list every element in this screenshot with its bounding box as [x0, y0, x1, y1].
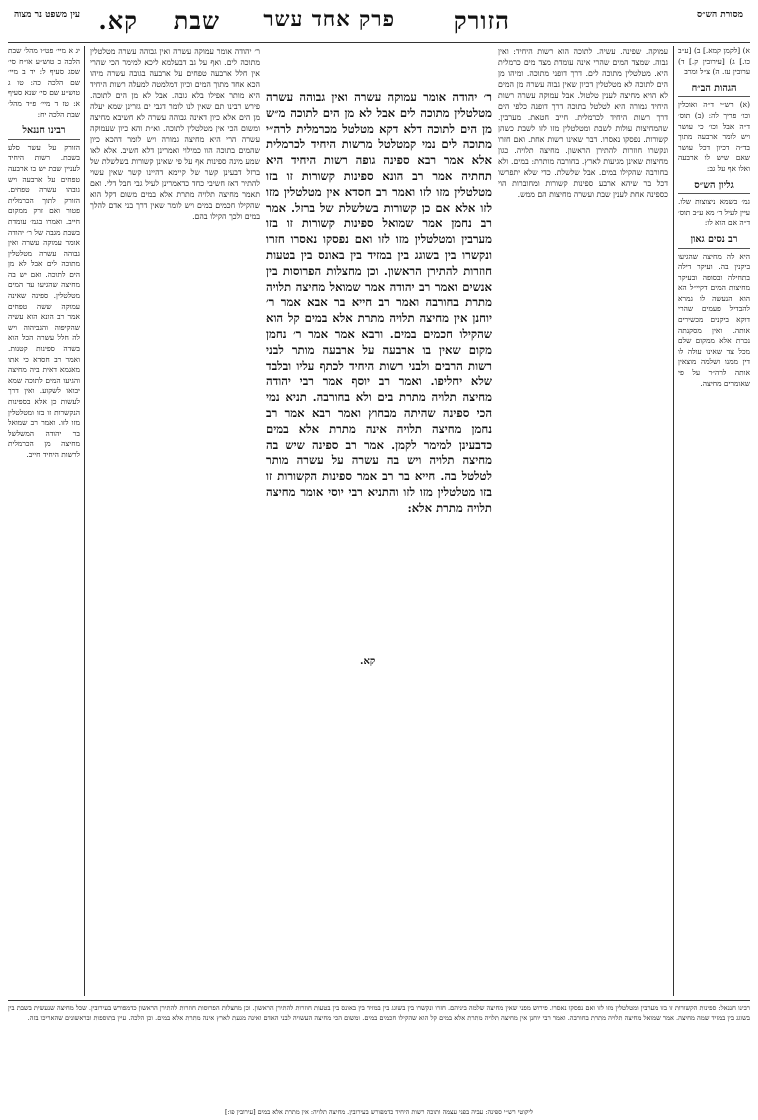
hagahot-text: (א) רש״י ד״ה ואוכלין וכו׳ פריך לה: (ב) תוס׳ ד״ה אבל וכו׳ כי עושר ויש לומר ארבעה מתוך בד״ה דכיון דכל עושר שאם שיש לו ארבעה ואלו אף על גב:: [678, 100, 750, 173]
tractate-name: שבת: [173, 6, 220, 35]
header-rule: [8, 42, 750, 43]
left-margin: [8, 46, 80, 996]
hagahot-title: הגהות הב״ח: [678, 84, 750, 98]
tosafot-commentary: [90, 46, 260, 996]
daf-side-label: קא.: [360, 656, 376, 667]
bottom-notes: [8, 1004, 750, 1096]
tosafot-text: ר׳ יהודה אומר עמוקה עשרה ואין גבוהה עשרה מטלטלין מתוכה לים. ואף על גב דבעלמא ליכא למימר הכי שהרי אין חלל ארבעה טפחים על ארבעה בגובה עשרה מיהו הכא אחד מתוך המים וכיון דמלמטה למעלה רשות היחיד היא מותר אפילו בלא גובה. אבל לא מן הים לתוכה. פירש רבינו תם שאין לנו לומר דגבי ים גזרינן שמא יעלה מן הים אלא כיון דאינה גבוהה עשרה לא חשיבא מחיצה ומשום הכי אין מטלטלין לתוכה. וא״ת והא כיון שעמוקה עשרה הרי היא מחיצה גמורה ויש לומר דהכא כיון שהמים בתוכה הוו כמילוי ואמרינן דלא חשיב. אלא לאו שמע מינה ספינות אף על פי שאינן קשורות בשלשלת של ברזל דבעינן קשר של קיימא דהיינו קשר שאין עשוי להתיר דאז חשיבי כחד כדאמרינן לעיל גבי חבל דלי. ואם תאמר מחיצה תלויה מתרת אלא במים משום דקל הוא שהקילו חכמים במים ויש לומר שאין דרך בני אדם להלך במים ולכך הקילו בהם.: [90, 47, 260, 221]
bottom-rule: [8, 1000, 750, 1001]
chananel-title: רבינו חננאל: [8, 126, 80, 140]
gemara-text-block: [266, 90, 492, 650]
chapter-name: הזורק: [453, 6, 510, 35]
masoret-text: א) [לקמן קמא.] ב) [ע״ב כו.] ג) [עירובין ק.] ד) ערובין עז. ה) צ״ל ומרב: [678, 46, 750, 77]
rabbenu-nissim-title: רב נסים גאון: [678, 235, 750, 249]
page-header: [8, 6, 750, 40]
right-margin: [678, 46, 750, 786]
gilyon-text: גמ׳ בשמא ניצוצות שלו. עיין לעיל ד׳ מא ע״ב תוס׳ ד״ה אם הוא לו:: [678, 197, 750, 228]
bottom-notes-text: רבינו חננאל: ספינות הקשורות זו בזו מערבין ומטלטלין מזו לזו ואם נפסקו נאסרו. פירוש מפני שאין מחיצה שלמה ביניהם. חזרו ונקשרו בין בשוגג בין במזיד בין באונס בין בטעות חוזרות להתירן הראשון. וכן מחצלות הפרוסות חוזרות להתירן הראשון כדמפורש בעירובין. שכל מחיצה שנעשית בשבת בין בשוגג בין במזיד שמה מחיצה. אמר שמואל מחיצה תלויה מתרת בחורבה. ואמר רבי יוחנן אין מחיצה תלויה מתרת אלא במים קל הוא שהקילו חכמים במים. ומשום הכי מחיצה העשויה לבני האדם ואינה מגעת לארץ אינה מתרת אלא במים. וכן הלכה. עיין בתוספות ובראשונים שהאריכו בזה.: [8, 1004, 750, 1022]
daf-number: קא.: [98, 6, 138, 35]
gilyon-title: גליון הש״ס: [678, 181, 750, 195]
left-margin-rule: [84, 46, 85, 996]
rashi-commentary: [498, 46, 668, 996]
rashi-text: עמוקה. שפינה. עשיה. לתוכה הוא רשות היחיד: ואין גבוה. שמצד המים שהרי אינה עומדת מצד מים כרמלית היא. מטלטלין מתוכה לים. דרך דופני מתוכה. ומיהו מן הים לתוכה לא מטלטלין דכיון שאין גבוה עשרה מן המים לא הויא מחיצה לענין טלטול. אבל עמוקה עשרה רשות היחיד גמורה היא לטלטל בתוכה דרך דופנה כלפי הים דרך רשות היחיד לכרמלית. חייב חטאת. מערבין. שהמחיצות עולות לשבת ומטלטלין מזו לזו לשבת כשהן קשורות. נפסקו נאסרו. דבר שאינו רשות אחת. ואם חזרו ונקשרו חוזרות להתירן הראשון. מחיצה תלויה. כגון מחיצות שאינן מגיעות לארץ. בחורבה מותרת: במים. ולא בחורבה שהקילו במים. אבל שלשלת. כדי שלא יתפרשו דכל בר שיהא ארבע ספינות קשורות ומחוברות הוי כספינה אחת לענין שבת ועשרה מחיצות הם ממש.: [498, 47, 668, 199]
perek-title: פרק אחד עשר: [263, 6, 395, 31]
footer-line: ליקוטי רש״י ספינה: עביה בפני עצמה ותוכה רשות היחיד כדמפורש בעירובין. מחיצה תלויה: אין מתרת אלא במים [עירובין פו:]: [225, 1108, 533, 1116]
ein-mishpat-text: יג א מיי׳ פט״ו מהל׳ שבת הלכה כ טוש״ע או״ח סי׳ שסג סעיף ל: יד ב מיי׳ שם הלכה כה: טו ג טוש״ע שם סי׳ שנא סעיף א: טז ד מיי׳ פ״ד מהל׳ שבת הלכה יח:: [8, 46, 80, 119]
rabbenu-nissim-text: היא לה מחיצה שהגיעו ביקנין בה. ועיקר דילה בתחילה ובסופה ובעיקר מחיצות המים דקיי״ל הא הוא הנעשה לו גמרא להבדיל פעמים שהרי דוקא ביקנים מכשירים אותה. ואין מסקנתה נכרת אלא ממקום שלם מכל צד שאינו עולה לו דין ממנו ושלמה מוצאין אותה לרה״ר על פי שאומרים מחיצה.: [678, 251, 750, 388]
right-margin-rule: [673, 46, 674, 996]
masoret-header: מסורת הש״ס: [697, 10, 743, 20]
gemara-text: ר׳ יהודה אומר עמוקה עשרה ואין גבוהה עשרה מטלטלין מתוכה לים אבל לא מן הים לתוכה מ״ש מן הים לתוכה דלא דקא מטלטל מכרמלית לרה״י מתוכה לים נמי קמטלטל מרשות היחיד לכרמלית אלא אמר רבא ספינה גופה רשות היחיד היא תחתיה אמר רב הונא ספינות קשורות זו בזו מטלטלין מזו לזו ואמר רב חסדא אין מטלטלין מזו לזו אלא אם כן קשורות בשלשלת של ברזל. אמר רב נחמן אמר שמואל ספינות קשורות זו בזו מערבין ומטלטלין מזו לזו ואם נפסקו נאסרו חזרו ונקשרו בין בשוגג בין במזיד בין באונס בין בטעות חוזרות להתירן הראשון. וכן מחצלות הפרוסות בין אנשים ואמר רב יהודה אמר שמואל מחיצה תלויה מתרת בחורבה ואמר רב חייא בר אבא אמר ר׳ יוחנן אין מחיצה תלויה מתרת אלא במים קל הוא שהקילו חכמים במים. ורבא אמר אמר ר׳ נחמן מקום שאין בו ארבעה על ארבעה מותר לבני רשות הרבים ולבני רשות היחיד לכתף עליו ובלבד שלא יחליפו. ואמר רב יוסף אמר רבי יהודה מחיצה תלויה מתרת בים ולא בחורבה. תניא נמי הכי ספינה שהיתה מבחוץ ואמר רבא אמר רב נחמן מחיצה תלויה אינה מתרת אלא במים כדבעינן למימר לקמן. אמר רב ספינה שיש בה מחיצה תלויה ויש בה עשרה על עשרה מותר לטלטל בה. חייא בר רב אמר ספינות הקשורות זו בזו מטלטלין מזו לזו והתניא רבי יוסי אומר מחיצה תלויה מתרת אלא:: [266, 90, 492, 515]
ein-mishpat-header: עין משפט נר מצוה: [13, 10, 81, 20]
chananel-text: הזורק על עשר סלע בשבת. רשות היחיד לעניין שבת יש בו ארבעה טפחים על ארבעה ויש גובהו עשרה טפחים. הזורק לתוך הכרמלית פטור ואם זרק ממקום חייב. ואמרו בגמ׳ עומדת בשבת מגבה של ר׳ יהודה אומר עמוקה עשרה ואין גבוהה עשרה מטלטלין מתוכה לים אבל לא מן הים לתוכה. ואם יש בה מחיצה שהגיעו עד המים מטלטלין. ספינה שאינה עמוקה ששה טפחים אמר רב הונא הוא עשיה שהקיפוה והגביהוה ויש לה חלל עשרה הכל הוא בשדה ספינות קטנות. ואמר רב חסדא כי אתו מאגמא דאית ביה מחיצה והגיעו המים לתוכה שמא יבואו לשקוע. ואין דרך לעשות כן אלא בספינות הנקשרות זו בזו ומטלטלין מזו לזו. ואמר רב שמואל בר יהודה המשלשל מחיצה מן הכרמלית לרשות היחיד חייב.: [8, 142, 80, 459]
